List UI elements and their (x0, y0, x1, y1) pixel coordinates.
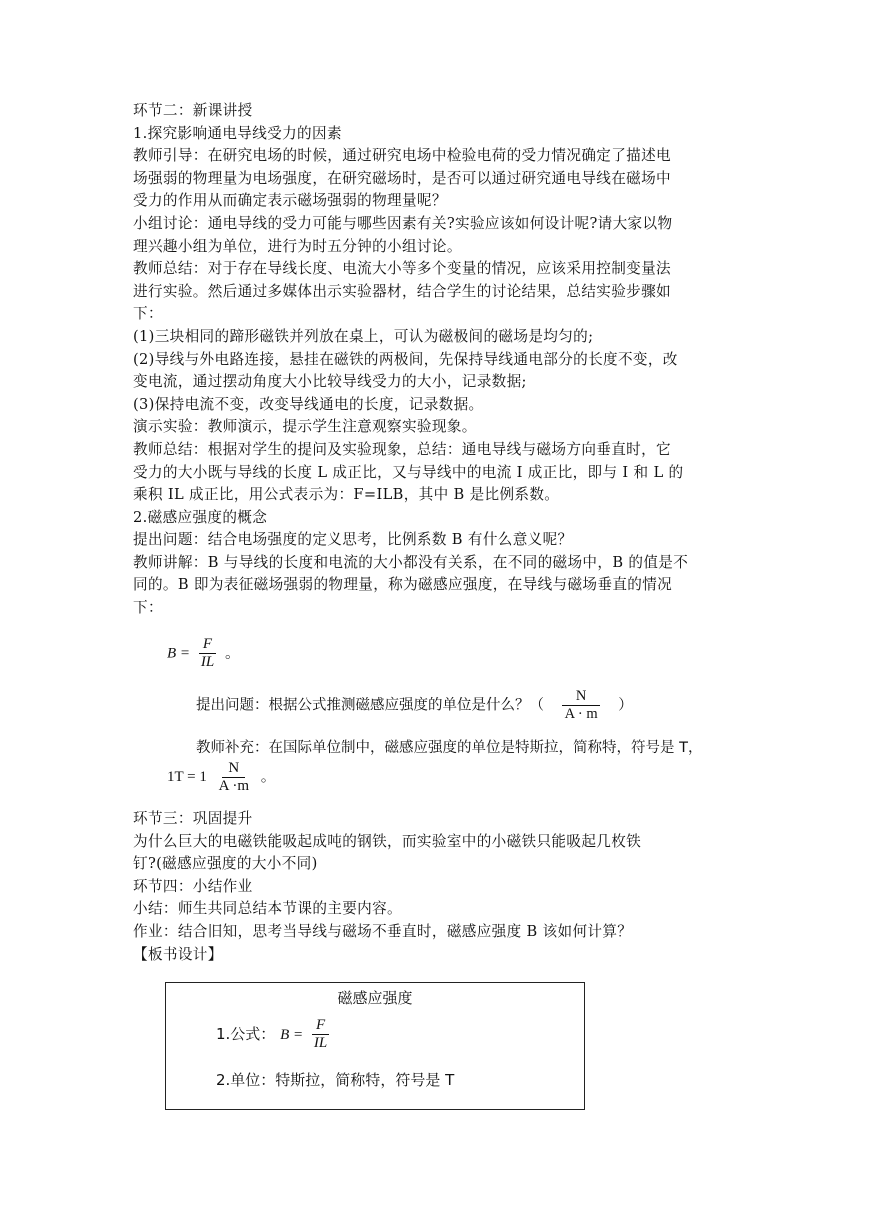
fraction-denominator: IL (313, 1035, 328, 1051)
text-line: 场强弱的物理量为电场强度，在研究磁场时，是否可以通过研究通电导线在磁场中 (133, 169, 671, 187)
text-line: 小结：师生共同总结本节课的主要内容。 (133, 900, 402, 918)
board-fraction (310, 1017, 331, 1052)
question-text: 提出问题：根据公式推测磁感应强度的单位是什么？（ (196, 697, 544, 714)
text-line: 教师总结：对于存在导线长度、电流大小等多个变量的情况，应该采用控制变量法 (133, 260, 671, 278)
text-line: 环节三：巩固提升 (133, 810, 253, 827)
unit-fraction (551, 688, 612, 723)
text-line: 【板书设计】 (133, 945, 223, 963)
text-line: 教师讲解：B 与导线的长度和电流的大小都没有关系，在不同的磁场中，B 的值是不 (133, 553, 689, 571)
text-line: 理兴趣小组为单位，进行为时五分钟的小组讨论。 (133, 237, 462, 255)
board-formula-row (216, 1017, 333, 1052)
fraction-numerator: F (199, 636, 216, 654)
board-formula-lhs: B = (280, 1027, 304, 1043)
fraction-denominator: IL (200, 654, 215, 670)
text-line: 1.探究影响通电导线受力的因素 (133, 124, 342, 142)
document-body (133, 100, 753, 620)
formula-lhs: 1T = 1 (167, 768, 207, 785)
board-design-box (165, 982, 585, 1110)
fraction-numerator: F (312, 1017, 329, 1035)
text-line: 为什么巨大的电磁铁能吸起成吨的钢铁，而实验室中的小磁铁只能吸起几枚铁 (133, 832, 642, 850)
text-line: 2.磁感应强度的概念 (133, 508, 268, 526)
board-title: 磁感应强度 (337, 989, 413, 1007)
board-unit-row: 2.单位：特斯拉，简称特，符号是 T (216, 1071, 455, 1089)
formula-lhs: B = (167, 645, 191, 662)
text-line: 进行实验。然后通过多媒体出示实验器材，结合学生的讨论结果，总结实验步骤如 (133, 282, 671, 300)
text-line: (3)保持电流不变，改变导线通电的长度，记录数据。 (133, 395, 484, 413)
fraction-denominator: A ·m (218, 778, 250, 794)
text-line: 环节四：小结作业 (133, 877, 253, 895)
text-line: 同的。B 即为表征磁场强弱的物理量，称为磁感应强度，在导线与磁场垂直的情况 (133, 576, 673, 594)
text-line: 提出问题：结合电场强度的定义思考，比例系数 B 有什么意义呢？ (133, 531, 573, 549)
formula-tail: 。 (260, 768, 276, 785)
board-formula-label: 1.公式： (216, 1025, 276, 1043)
text-line: 下： (133, 599, 163, 617)
bottom-paragraphs (133, 808, 753, 966)
unit-question (196, 688, 633, 723)
text-line: 钉?(磁感应强度的大小不同) (133, 855, 318, 873)
text-line: 下： (133, 305, 163, 323)
text-line: (1)三块相同的蹄形磁铁并列放在桌上，可认为磁极间的磁场是均匀的; (133, 327, 594, 345)
text-line: 环节二：新课讲授 (133, 102, 253, 119)
fraction (197, 636, 218, 671)
text-line: 变电流，通过摆动角度大小比较导线受力的大小，记录数据; (133, 373, 527, 391)
fraction-denominator: A · m (564, 706, 598, 722)
question-close: ） (618, 697, 633, 714)
formula-tail: 。 (224, 643, 240, 662)
text-line: 教师总结：根据对学生的提问及实验现象，总结：通电导线与磁场方向垂直时，它 (133, 440, 671, 458)
fraction-numerator: N (562, 688, 600, 706)
top-paragraphs (133, 100, 753, 620)
text-line: 教师引导：在研究电场的时候，通过研究电场中检验电荷的受力情况确定了描述电 (133, 147, 671, 165)
formula-tesla-unit (167, 760, 276, 795)
text-line: 作业：结合旧知，思考当导线与磁场不垂直时，磁感应强度 B 该如何计算？ (133, 922, 633, 940)
text-line: (2)导线与外电路连接，悬挂在磁铁的两极间，先保持导线通电部分的长度不变，改 (133, 350, 678, 368)
text-line: 演示实验：教师演示，提示学生注意观察实验现象。 (133, 418, 477, 436)
text-line: 乘积 IL 成正比，用公式表示为：F=ILB，其中 B 是比例系数。 (133, 486, 560, 504)
text-line: 小组讨论：通电导线的受力可能与哪些因素有关?实验应该如何设计呢?请大家以物 (133, 214, 673, 232)
fraction (213, 760, 255, 795)
fraction-numerator: N (222, 760, 245, 778)
text-line: 受力的作用从而确定表示磁场强弱的物理量呢？ (133, 192, 447, 210)
text-line: 受力的大小既与导线的长度 L 成正比，又与导线中的电流 I 成正比，即与 I 和 L 的 (133, 463, 684, 481)
teacher-supplement: 教师补充：在国际单位制中，磁感应强度的单位是特斯拉，简称特，符号是 T， (196, 740, 703, 756)
formula-b-definition (167, 636, 240, 671)
